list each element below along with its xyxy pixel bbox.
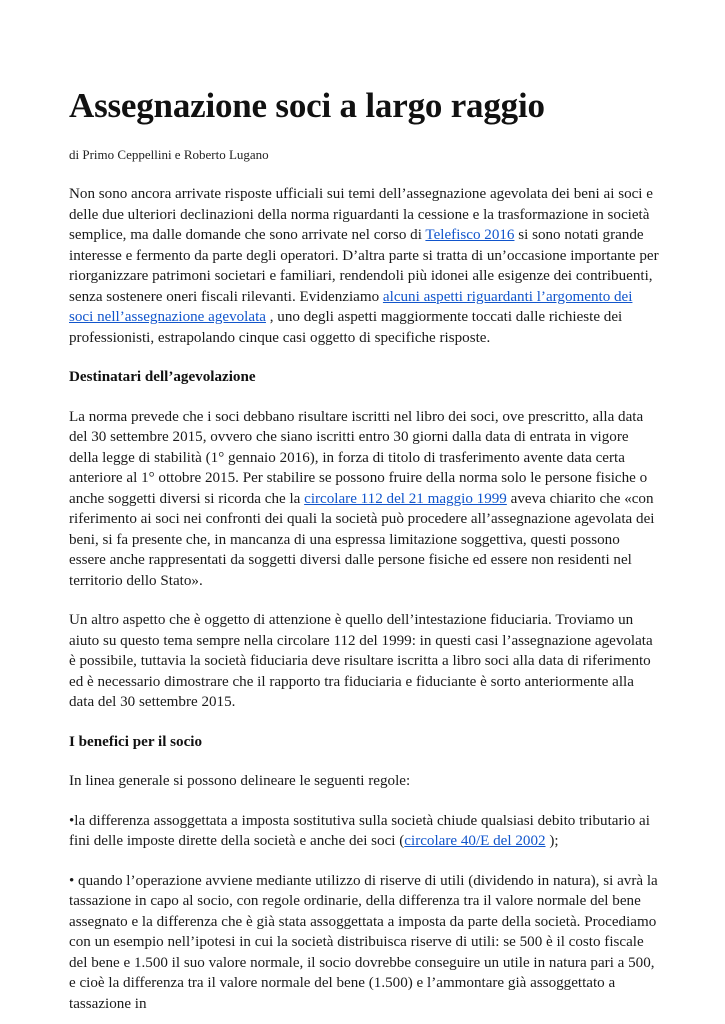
- section-heading-destinatari: Destinatari dell’agevolazione: [69, 369, 256, 385]
- section-heading-benefici: I benefici per il socio: [69, 733, 203, 750]
- paragraph-text: aveva chiarito che «con riferimento ai soci nei confronti dei quali la società può procedere all’assegnazione agevolata dei beni, si fa presente che, in mancanza di una espressa limitazione soggettiva, questi possono essere anche rappresentati da soggetti diversi dalle persone fisiche ed essere non residenti nel territorio dello Stato».: [69, 490, 655, 589]
- paragraph-text: •la differenza assoggettata a imposta sostitutiva sulla società chiude qualsiasi debito tributario ai fini delle imposte dirette della società e anche dei soci (: [69, 812, 650, 849]
- article-byline: di Primo Ceppellini e Roberto Lugano: [69, 147, 269, 162]
- circolare-112-link[interactable]: circolare 112 del 21 maggio 1999: [304, 490, 507, 507]
- aspetti-soci-link[interactable]: alcuni aspetti riguardanti l’argomento dei soci nell’assegnazione agevolata: [69, 288, 633, 325]
- paragraph-fiduciaria: Un altro aspetto che è oggetto di attenzione è quello dell’intestazione fiduciaria. Troviamo un aiuto su questo tema sempre nella circolare 112 del 1999: in questi casi l’assegnazione agevolata è possibile, tuttavia la società fiduciaria deve risultare iscritta a libro soci alla data di riferimento ed è necessario dimostrare che il rapporto tra fiduciaria e fiduciante è sorto anteriormente alla data del 30 settembre 2015.: [69, 612, 653, 710]
- article-title: Assegnazione soci a largo raggio: [69, 86, 545, 125]
- paragraph-bullet-riserve: • quando l’operazione avviene mediante utilizzo di riserve di utili (dividendo in natura), si avrà la tassazione in capo al socio, con regole ordinarie, della differenza tra il valore normale del bene assegnato e la differenza che è già stata assoggettata a imposta da parte della società. Procediamo con un esempio nell’ipotesi in cui la società distribuisca riserve di utili: se 500 è il costo fiscale del bene e 1.500 il suo valore normale, il socio dovrebbe conseguire un utile in natura pari a 500, e cioè la differenza tra il valore normale del bene (1.500) e l’ammontare già assoggettato a tassazione in: [69, 872, 658, 1012]
- paragraph-intro: [69, 184, 659, 348]
- paragraph-text: Non sono ancora arrivate risposte ufficiali sui temi dell’assegnazione agevolata dei beni ai soci e delle due ulteriori declinazioni della norma riguardanti la cessione e la trasformazione in società semplice, ma dalle domande che sono arrivate nel corso di: [69, 186, 653, 243]
- telefisco-link[interactable]: Telefisco 2016: [425, 227, 515, 243]
- circolare-40e-link[interactable]: circolare 40/E del 2002: [404, 833, 546, 849]
- paragraph-regole: In linea generale si possono delineare le seguenti regole:: [69, 773, 411, 789]
- paragraph-bullet-imposta: [69, 811, 659, 852]
- paragraph-text: La norma prevede che i soci debbano risultare iscritti nel libro dei soci, ove prescritto, alla data del 30 settembre 2015, ovvero che siano iscritti entro 30 giorni dalla data di entrata in vigore della legge di stabilità (1° gennaio 2016), in forza di titolo di trasferimento avente data certa anteriore al 1° ottobre 2015. Per stabilire se possono fruire della norma solo le persone fisiche o anche soggetti diversi si ricorda che la: [69, 408, 648, 507]
- article: [69, 86, 659, 1014]
- paragraph-norma: [69, 407, 659, 592]
- paragraph-text: si sono notati grande interesse e fermento da parte degli operatori. D’altra parte si tratta di un’occasione importante per riorganizzare patrimoni societari e familiari, rendendoli più idonei alle esigenze dei contribuenti, senza sostenere oneri fiscali rilevanti. Evidenziamo: [69, 227, 659, 305]
- paragraph-text: , uno degli aspetti maggiormente toccati dalle richieste dei professionisti, estrapolando cinque casi oggetto di specifiche risposte.: [69, 309, 623, 346]
- paragraph-text: );: [545, 833, 559, 849]
